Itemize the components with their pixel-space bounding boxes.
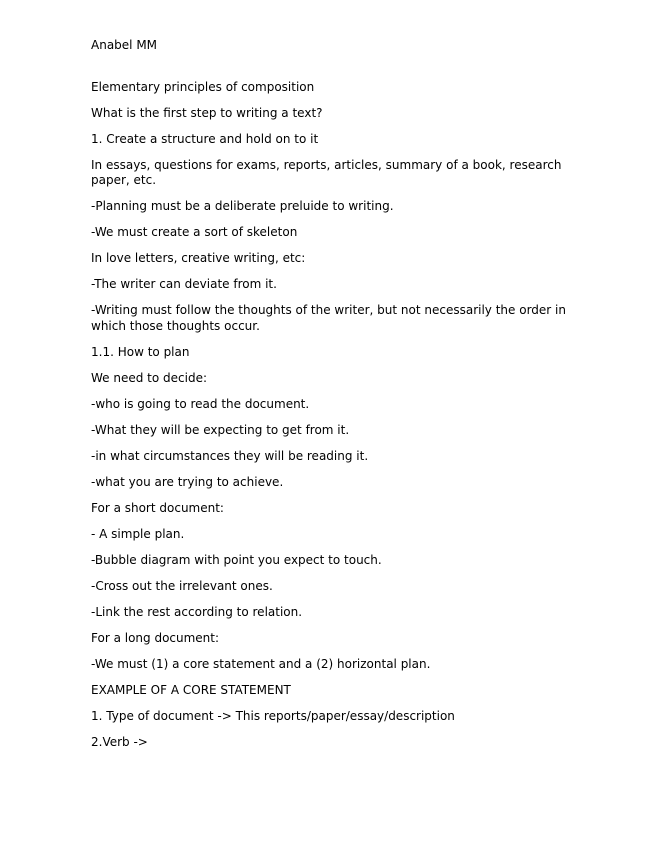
paragraph: -Link the rest according to relation. bbox=[91, 604, 303, 619]
paragraph: For a long document: bbox=[91, 630, 220, 645]
paragraph: In love letters, creative writing, etc: bbox=[91, 251, 306, 265]
document-body bbox=[91, 38, 571, 761]
paragraph: -The writer can deviate from it. bbox=[91, 277, 277, 291]
paragraph: -Writing must follow the thoughts of the writer, but not necessarily the order in which those thoughts occur. bbox=[91, 303, 566, 333]
paragraph: -We must create a sort of skeleton bbox=[91, 225, 298, 239]
paragraph: -what you are trying to achieve. bbox=[91, 474, 284, 489]
paragraph: -What they will be expecting to get from it. bbox=[91, 422, 350, 437]
paragraph: -Bubble diagram with point you expect to touch. bbox=[91, 552, 382, 567]
paragraph: We need to decide: bbox=[91, 370, 207, 385]
paragraph: -We must (1) a core statement and a (2) horizontal plan. bbox=[91, 656, 431, 671]
author-name: Anabel MM bbox=[91, 38, 158, 52]
paragraph: -Cross out the irrelevant ones. bbox=[91, 578, 273, 593]
paragraph: What is the first step to writing a text? bbox=[91, 105, 323, 120]
paragraph: -who is going to read the document. bbox=[91, 396, 310, 411]
paragraph: -Planning must be a deliberate preluide to writing. bbox=[91, 199, 394, 213]
paragraph: In essays, questions for exams, reports, articles, summary of a book, research paper, etc. bbox=[91, 157, 562, 187]
section-heading: 1.1. How to plan bbox=[91, 344, 190, 359]
document-title: Elementary principles of composition bbox=[91, 79, 315, 94]
paragraph: 1. Type of document -> This reports/paper/essay/description bbox=[91, 708, 455, 723]
paragraph: - A simple plan. bbox=[91, 526, 185, 541]
section-heading: 1. Create a structure and hold on to it bbox=[91, 131, 319, 146]
paragraph: For a short document: bbox=[91, 500, 224, 515]
section-heading: EXAMPLE OF A CORE STATEMENT bbox=[91, 682, 291, 697]
paragraph: -in what circumstances they will be reading it. bbox=[91, 448, 369, 463]
paragraph: 2.Verb -> bbox=[91, 734, 148, 749]
